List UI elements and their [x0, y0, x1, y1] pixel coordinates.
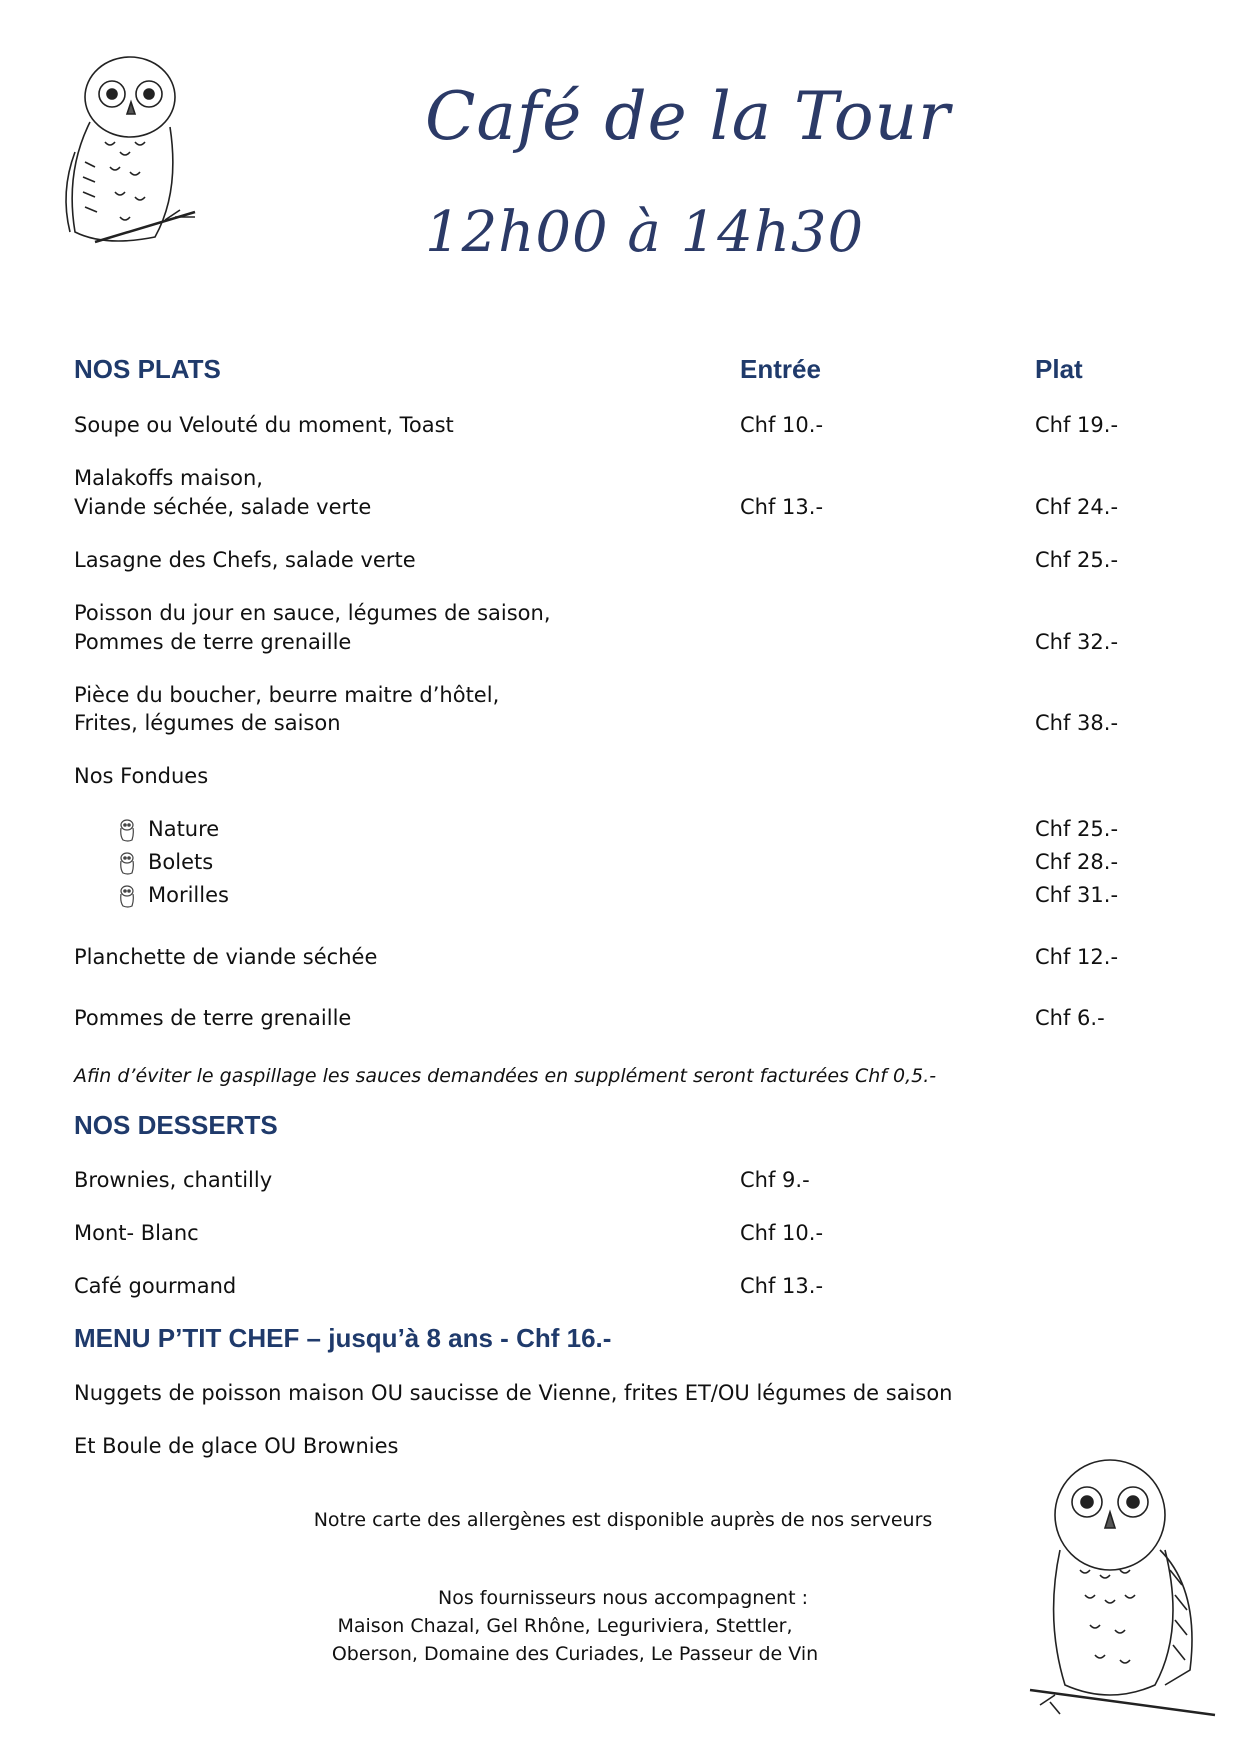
price-poisson-plat: Chf 32.- [1035, 630, 1119, 654]
dessert-item-cafe-gourmand: Café gourmand [74, 1274, 237, 1298]
owl-bullet-icon [118, 851, 136, 875]
price-fondue-bolets: Chf 28.- [1035, 850, 1119, 874]
plat-item-boucher-line2: Frites, légumes de saison [74, 711, 341, 735]
price-malakoffs-entree: Chf 13.- [740, 495, 824, 519]
fondue-name: Nature [148, 817, 220, 841]
extra-item-pommes: Pommes de terre grenaille [74, 1006, 352, 1030]
plat-item-lasagne: Lasagne des Chefs, salade verte [74, 548, 416, 572]
price-planchette: Chf 12.- [1035, 945, 1119, 969]
kids-menu-line1: Nuggets de poisson maison OU saucisse de Vienne, frites ET/OU légumes de saison [74, 1381, 953, 1405]
owl-bullet-icon [118, 818, 136, 842]
suppliers-intro: Nos fournisseurs nous accompagnent : [438, 1587, 808, 1609]
price-pommes: Chf 6.- [1035, 1006, 1105, 1030]
kids-menu-heading: MENU P’TIT CHEF – jusqu’à 8 ans - Chf 16.- [74, 1323, 612, 1353]
price-soupe-plat: Chf 19.- [1035, 413, 1119, 437]
plat-item-poisson-line2: Pommes de terre grenaille [74, 630, 352, 654]
dessert-item-mont-blanc: Mont- Blanc [74, 1221, 199, 1245]
owl-illustration-top [45, 42, 205, 257]
owl-illustration-bottom [1025, 1440, 1225, 1730]
fondue-name: Morilles [148, 883, 229, 907]
plat-item-soupe: Soupe ou Velouté du moment, Toast [74, 413, 454, 437]
plats-heading: NOS PLATS [74, 354, 221, 384]
extra-item-planchette: Planchette de viande séchée [74, 945, 378, 969]
price-malakoffs-plat: Chf 24.- [1035, 495, 1119, 519]
price-fondue-nature: Chf 25.- [1035, 817, 1119, 841]
allergens-note: Notre carte des allergènes est disponible auprès de nos serveurs [313, 1509, 933, 1531]
price-lasagne-plat: Chf 25.- [1035, 548, 1119, 572]
price-soupe-entree: Chf 10.- [740, 413, 824, 437]
plat-item-malakoffs-line2: Viande séchée, salade verte [74, 495, 372, 519]
fondue-item-morilles [118, 883, 229, 908]
fondues-label: Nos Fondues [74, 764, 209, 788]
price-mont-blanc: Chf 10.- [740, 1221, 824, 1245]
entree-column-header: Entrée [740, 354, 821, 384]
dessert-item-brownies: Brownies, chantilly [74, 1168, 273, 1192]
fondue-item-bolets [118, 850, 213, 875]
owl-bullet-icon [118, 884, 136, 908]
fondue-name: Bolets [148, 850, 214, 874]
suppliers-line2: Oberson, Domaine des Curiades, Le Passeur de Vin [331, 1643, 819, 1665]
fondue-item-nature [118, 817, 219, 842]
page-title: Café de la Tour [425, 78, 951, 155]
sauce-note: Afin d’éviter le gaspillage les sauces demandées en supplément seront facturées Chf 0,5.- [74, 1065, 937, 1087]
price-cafe-gourmand: Chf 13.- [740, 1274, 824, 1298]
plat-item-poisson-line1: Poisson du jour en sauce, légumes de saison, [74, 601, 551, 625]
plat-item-boucher-line1: Pièce du boucher, beurre maitre d’hôtel, [74, 683, 500, 707]
suppliers-line1: Maison Chazal, Gel Rhône, Leguriviera, Stettler, [337, 1615, 793, 1637]
price-boucher-plat: Chf 38.- [1035, 711, 1119, 735]
price-fondue-morilles: Chf 31.- [1035, 883, 1119, 907]
kids-menu-line2: Et Boule de glace OU Brownies [74, 1434, 399, 1458]
price-brownies: Chf 9.- [740, 1168, 810, 1192]
desserts-heading: NOS DESSERTS [74, 1110, 278, 1140]
plat-item-malakoffs-line1: Malakoffs maison, [74, 466, 263, 490]
plat-column-header: Plat [1035, 354, 1083, 384]
opening-hours: 12h00 à 14h30 [425, 200, 865, 265]
